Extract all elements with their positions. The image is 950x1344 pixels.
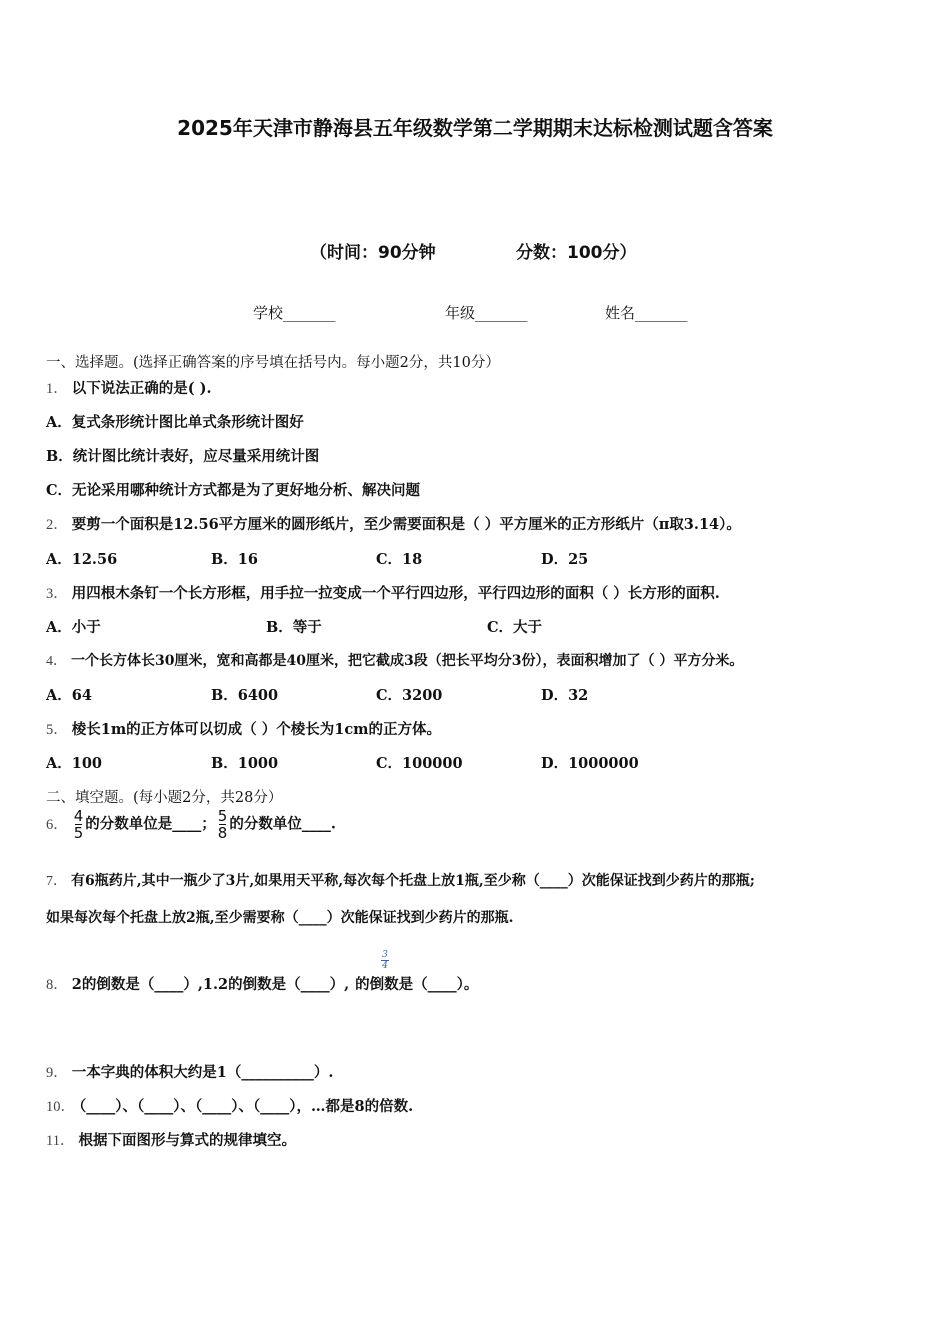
- q3-option-c: C．大于: [487, 619, 543, 636]
- section1-heading: 一、选择题。(选择正确答案的序号填在括号内。每小题2分，共10分）: [46, 355, 500, 371]
- question-text: 的分数单位____.: [229, 815, 336, 833]
- question-number: 3．: [46, 586, 68, 602]
- q4-option-d: D．32: [541, 687, 589, 704]
- question-3: [46, 582, 720, 603]
- question-number: 4．: [46, 654, 67, 669]
- grade-field: 年级_______: [445, 304, 528, 322]
- question-5: [46, 718, 441, 739]
- question-number: 2．: [46, 517, 68, 533]
- question-text: 的倒数是（____）。: [355, 976, 479, 993]
- q1-option-a: A．复式条形统计图比单式条形统计图好: [46, 414, 304, 431]
- question-text: 一本字典的体积大约是1（__________）.: [71, 1064, 334, 1081]
- q1-option-b: B．统计图比统计表好，应尽量采用统计图: [46, 448, 320, 465]
- q2-option-c: C．18: [376, 551, 423, 568]
- question-text: （____）、（____）、（____）、（____），…都是8的倍数.: [79, 1098, 414, 1115]
- q2-option-d: D．25: [541, 551, 589, 568]
- fraction-4-5: $\frac{4}{5}$: [73, 807, 84, 842]
- question-text: 的分数单位是____；: [85, 815, 216, 833]
- question-text: 一个长方体长30厘米，宽和高都是40厘米，把它截成3段（把长平均分3份），表面积增加了（ ）平方分米。: [71, 653, 744, 669]
- question-text: 根据下面图形与算式的规律填空。: [78, 1132, 296, 1149]
- q5-option-a: A．100: [46, 755, 103, 772]
- q4-option-a: A．64: [46, 687, 92, 704]
- q5-option-d: D．1000000: [541, 755, 639, 772]
- question-number: 7．: [46, 874, 67, 889]
- question-text: 以下说法正确的是( ).: [71, 380, 212, 397]
- exam-time: （时间：90分钟: [310, 243, 436, 263]
- question-number: 6．: [46, 816, 68, 833]
- question-8: [46, 973, 478, 994]
- question-10: [46, 1095, 413, 1116]
- question-text: 要剪一个面积是12.56平方厘米的圆形纸片，至少需要面积是（ ）平方厘米的正方形纸片（π取3.14）。: [71, 516, 741, 533]
- question-1: [46, 377, 212, 398]
- question-text: 用四根木条钉一个长方形框，用手拉一拉变成一个平行四边形，平行四边形的面积（ ）长方形的面积.: [71, 585, 720, 602]
- question-number: 11．: [46, 1133, 75, 1149]
- section2-heading: 二、填空题。(每小题2分，共28分）: [46, 790, 283, 806]
- question-number: 8．: [46, 977, 68, 993]
- q1-option-c: C．无论采用哪种统计方式都是为了更好地分析、解决问题: [46, 482, 421, 499]
- q4-option-c: C．3200: [376, 687, 443, 704]
- question-number: 1．: [46, 381, 68, 397]
- school-field: 学校_______: [253, 304, 336, 322]
- q4-option-b: B．6400: [211, 687, 279, 704]
- question-number: 9．: [46, 1065, 68, 1081]
- exam-score: 分数：100分）: [516, 243, 637, 263]
- question-2: [46, 513, 741, 534]
- fraction-3-4: 3 4: [382, 950, 388, 971]
- question-6: [46, 808, 336, 841]
- question-text: 棱长1m的正方体可以切成（ ）个棱长为1cm的正方体。: [71, 721, 441, 738]
- q2-option-b: B．16: [211, 551, 258, 568]
- q2-option-a: A．12.56: [46, 551, 118, 568]
- question-text: 2的倒数是（____）,1.2的倒数是（____）,: [71, 976, 350, 993]
- question-7: [46, 870, 755, 890]
- page-title: 2025年天津市静海县五年级数学第二学期期末达标检测试题含答案: [177, 116, 773, 140]
- question-7-line2: 如果每次每个托盘上放2瓶,至少需要称（____）次能保证找到少药片的那瓶.: [46, 910, 514, 926]
- name-field: 姓名_______: [605, 304, 688, 322]
- q3-option-a: A．小于: [46, 619, 101, 636]
- question-number: 5．: [46, 722, 68, 738]
- q3-option-b: B．等于: [266, 619, 322, 636]
- question-number: 10．: [46, 1099, 75, 1115]
- question-text: 有6瓶药片,其中一瓶少了3片,如果用天平称,每次每个托盘上放1瓶,至少称（____）次能保证找到少药片的那瓶;: [71, 873, 755, 889]
- question-11: [46, 1129, 296, 1150]
- question-9: [46, 1061, 333, 1082]
- question-4: [46, 650, 743, 670]
- q5-option-b: B．1000: [211, 755, 279, 772]
- q5-option-c: C．100000: [376, 755, 463, 772]
- fraction-5-8: $\frac{5}{8}$: [217, 807, 228, 842]
